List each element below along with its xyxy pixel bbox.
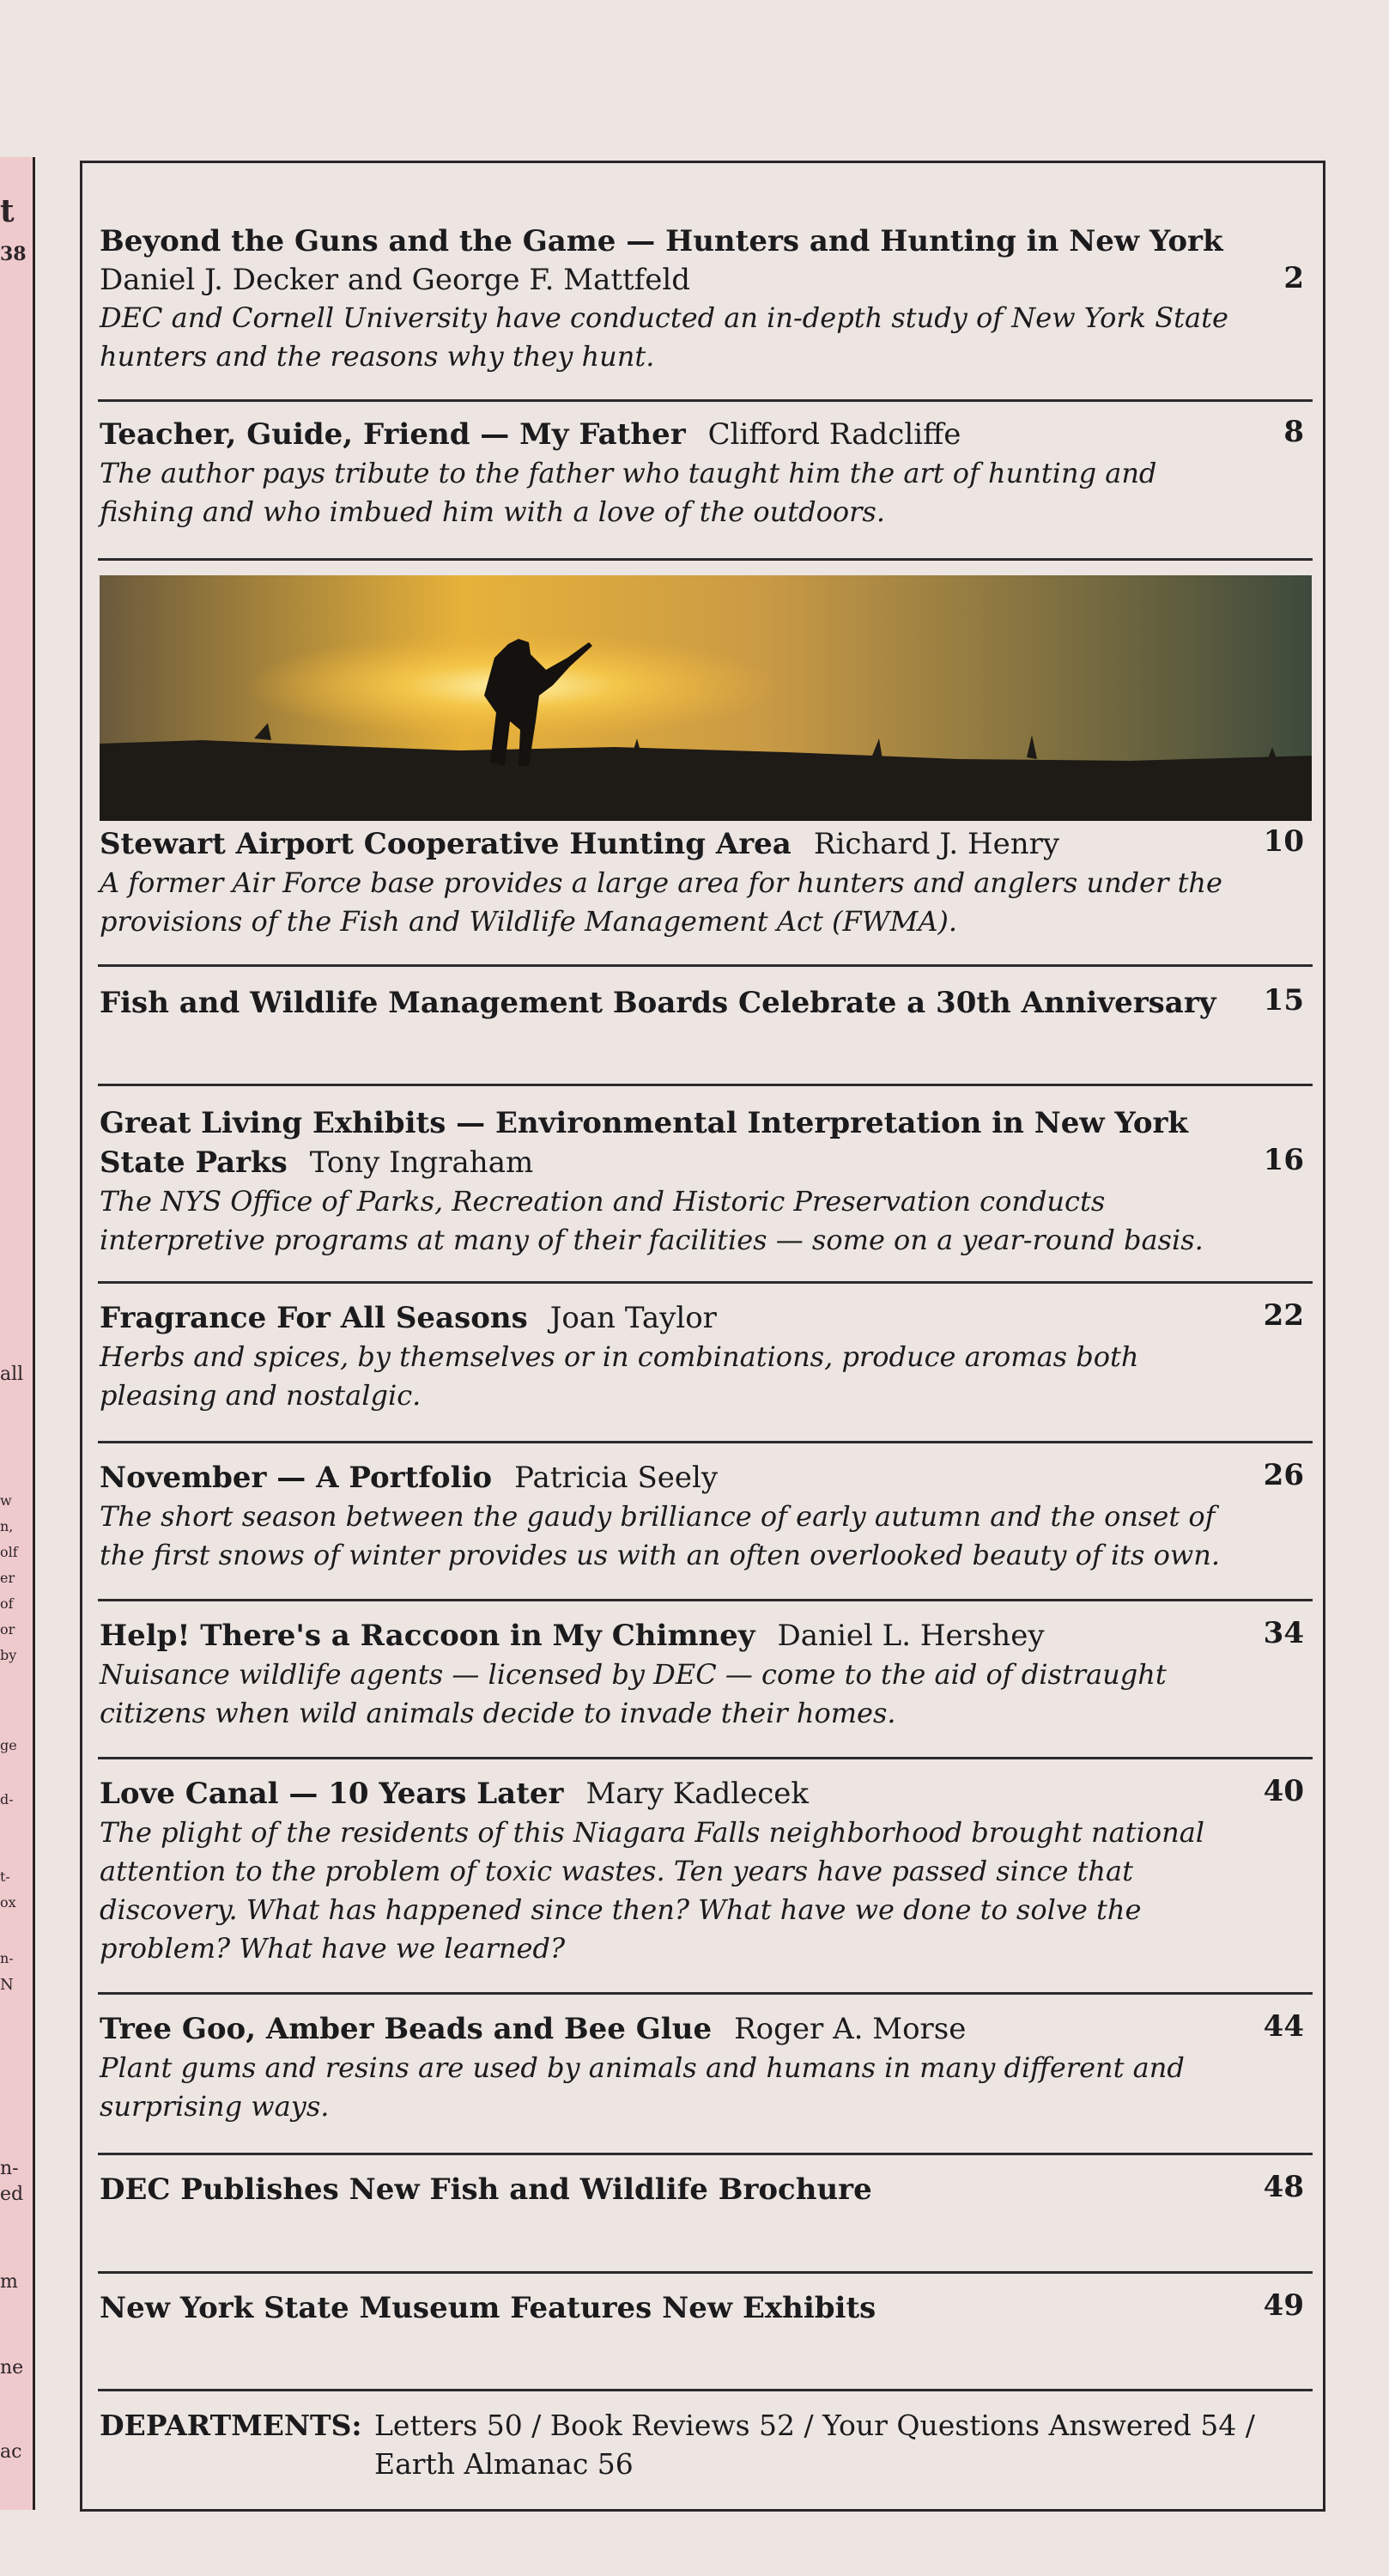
fragment: all: [0, 1364, 24, 1385]
departments-label: DEPARTMENTS:: [100, 2409, 362, 2442]
fragment: ox: [0, 1894, 16, 1911]
article-description: The author pays tribute to the father who taught him the art of hunting and fishing and who imbued him with a love of the outdoors.: [100, 457, 1157, 528]
fragment: n-: [0, 2158, 19, 2179]
article-author: Richard J. Henry: [813, 827, 1060, 861]
toc-entry[interactable]: [100, 2009, 1314, 2126]
toc-entry[interactable]: [100, 1103, 1314, 1260]
adjacent-page-edge: [0, 157, 35, 2510]
article-title: Tree Goo, Amber Beads and Bee Glue: [100, 2012, 713, 2046]
fragment: 38: [0, 243, 27, 265]
page-number: 44: [1263, 2009, 1304, 2044]
toc-entry[interactable]: [100, 1616, 1314, 1733]
fragment: ge: [0, 1737, 17, 1753]
page-number: 40: [1263, 1774, 1304, 1808]
page-number: 22: [1263, 1298, 1304, 1333]
article-title: Great Living Exhibits — Environmental Interpretation in New York State Parks: [100, 1106, 1188, 1180]
article-title: Fragrance For All Seasons: [100, 1301, 528, 1335]
page-number: 48: [1263, 2170, 1304, 2204]
hunter-silhouette-photo: [100, 575, 1312, 821]
fragment: d-: [0, 1791, 14, 1807]
fragment: n-: [0, 1950, 14, 1966]
article-author: Daniel L. Hershey: [777, 1619, 1045, 1653]
divider: [98, 558, 1313, 561]
fragment: or: [0, 1621, 15, 1637]
fragment: by: [0, 1647, 17, 1663]
page-number: 10: [1263, 824, 1304, 859]
article-author: Roger A. Morse: [734, 2012, 967, 2046]
page-number: 26: [1263, 1458, 1304, 1492]
fragment: olf: [0, 1544, 18, 1560]
toc-entry[interactable]: [100, 824, 1314, 941]
divider: [98, 399, 1313, 402]
fragment: of: [0, 1595, 14, 1612]
article-title: DEC Publishes New Fish and Wildlife Brochure: [100, 2172, 872, 2207]
departments-line[interactable]: Letters 50 / Book Reviews 52 / Your Questions Answered 54 /: [374, 2409, 1255, 2442]
toc-entry[interactable]: [100, 1458, 1314, 1575]
divider: [98, 2389, 1313, 2391]
article-author: Joan Taylor: [549, 1301, 717, 1335]
divider: [98, 964, 1313, 967]
divider: [98, 1992, 1313, 1995]
article-description: Nuisance wildlife agents — licensed by DEC — come to the aid of distraught citizens when wild animals decide to invade their homes.: [100, 1658, 1167, 1729]
divider: [98, 1084, 1313, 1086]
fragment: m: [0, 2271, 18, 2293]
article-author: Daniel J. Decker and George F. Mattfeld: [100, 263, 691, 297]
fragment: t-: [0, 1868, 10, 1885]
toc-entry[interactable]: [100, 2288, 1314, 2328]
article-title: New York State Museum Features New Exhibits: [100, 2291, 876, 2325]
toc-entry[interactable]: [100, 1774, 1314, 1968]
article-title: Teacher, Guide, Friend — My Father: [100, 417, 686, 452]
fragment: N: [0, 1976, 14, 1994]
divider: [98, 2153, 1313, 2155]
article-description: Plant gums and resins are used by animals and humans in many different and surprising ways.: [100, 2051, 1185, 2123]
article-title: Stewart Airport Cooperative Hunting Area: [100, 827, 792, 861]
article-description: The plight of the residents of this Niagara Falls neighborhood brought national attention to the problem of toxic wastes. Ten years have passed since that discovery. What has happened since then? What have we done to solve the problem? What have we learned?: [100, 1816, 1205, 1965]
page-number: 34: [1263, 1616, 1304, 1650]
fragment: ne: [0, 2357, 24, 2379]
article-title: November — A Portfolio: [100, 1461, 493, 1495]
divider: [98, 1441, 1313, 1443]
article-description: The NYS Office of Parks, Recreation and Historic Preservation conducts interpretive programs at many of their facilities — some on a year-round basis.: [100, 1185, 1204, 1256]
article-title: Beyond the Guns and the Game — Hunters and Hunting in New York: [100, 224, 1223, 258]
fragment: ac: [0, 2441, 22, 2463]
article-title: Help! There's a Raccoon in My Chimney: [100, 1619, 755, 1653]
departments-line[interactable]: Earth Almanac 56: [374, 2447, 634, 2481]
article-author: Tony Ingraham: [309, 1145, 534, 1180]
fragment: w: [0, 1492, 12, 1509]
article-title: Love Canal — 10 Years Later: [100, 1777, 564, 1811]
article-author: Mary Kadlecek: [585, 1777, 810, 1811]
article-description: DEC and Cornell University have conducted an in-depth study of New York State hunters and the reasons why they hunt.: [100, 301, 1228, 373]
article-author: Clifford Radcliffe: [707, 417, 961, 452]
divider: [98, 1757, 1313, 1759]
toc-entry[interactable]: [100, 1298, 1314, 1415]
toc-entry[interactable]: [100, 2170, 1314, 2209]
article-description: The short season between the gaudy brilliance of early autumn and the onset of the first snows of winter provides us with an often overlooked beauty of its own.: [100, 1500, 1221, 1571]
toc-entry[interactable]: [100, 415, 1314, 532]
page-number: 8: [1283, 415, 1304, 449]
fragment: ed: [0, 2184, 24, 2205]
fragment: n,: [0, 1518, 14, 1534]
page-number: 49: [1263, 2288, 1304, 2323]
article-description: A former Air Force base provides a large area for hunters and anglers under the provisions of the Fish and Wildlife Management Act (FWMA).: [100, 866, 1222, 938]
page-number: 2: [1283, 261, 1304, 295]
toc-entry[interactable]: [100, 983, 1314, 1023]
article-description: Herbs and spices, by themselves or in combinations, produce aromas both pleasing and nostalgic.: [100, 1340, 1139, 1412]
divider: [98, 1599, 1313, 1601]
table-of-contents: [80, 161, 1325, 2512]
article-title: Fish and Wildlife Management Boards Celebrate a 30th Anniversary: [100, 986, 1216, 1020]
article-author: Patricia Seely: [514, 1461, 719, 1495]
divider: [98, 2271, 1313, 2274]
toc-entry[interactable]: [100, 222, 1314, 376]
page-number: 15: [1263, 983, 1304, 1018]
fragment: er: [0, 1570, 15, 1586]
divider: [98, 1281, 1313, 1284]
page-number: 16: [1263, 1143, 1304, 1177]
fragment: t: [0, 193, 15, 229]
departments: [100, 2406, 1314, 2483]
